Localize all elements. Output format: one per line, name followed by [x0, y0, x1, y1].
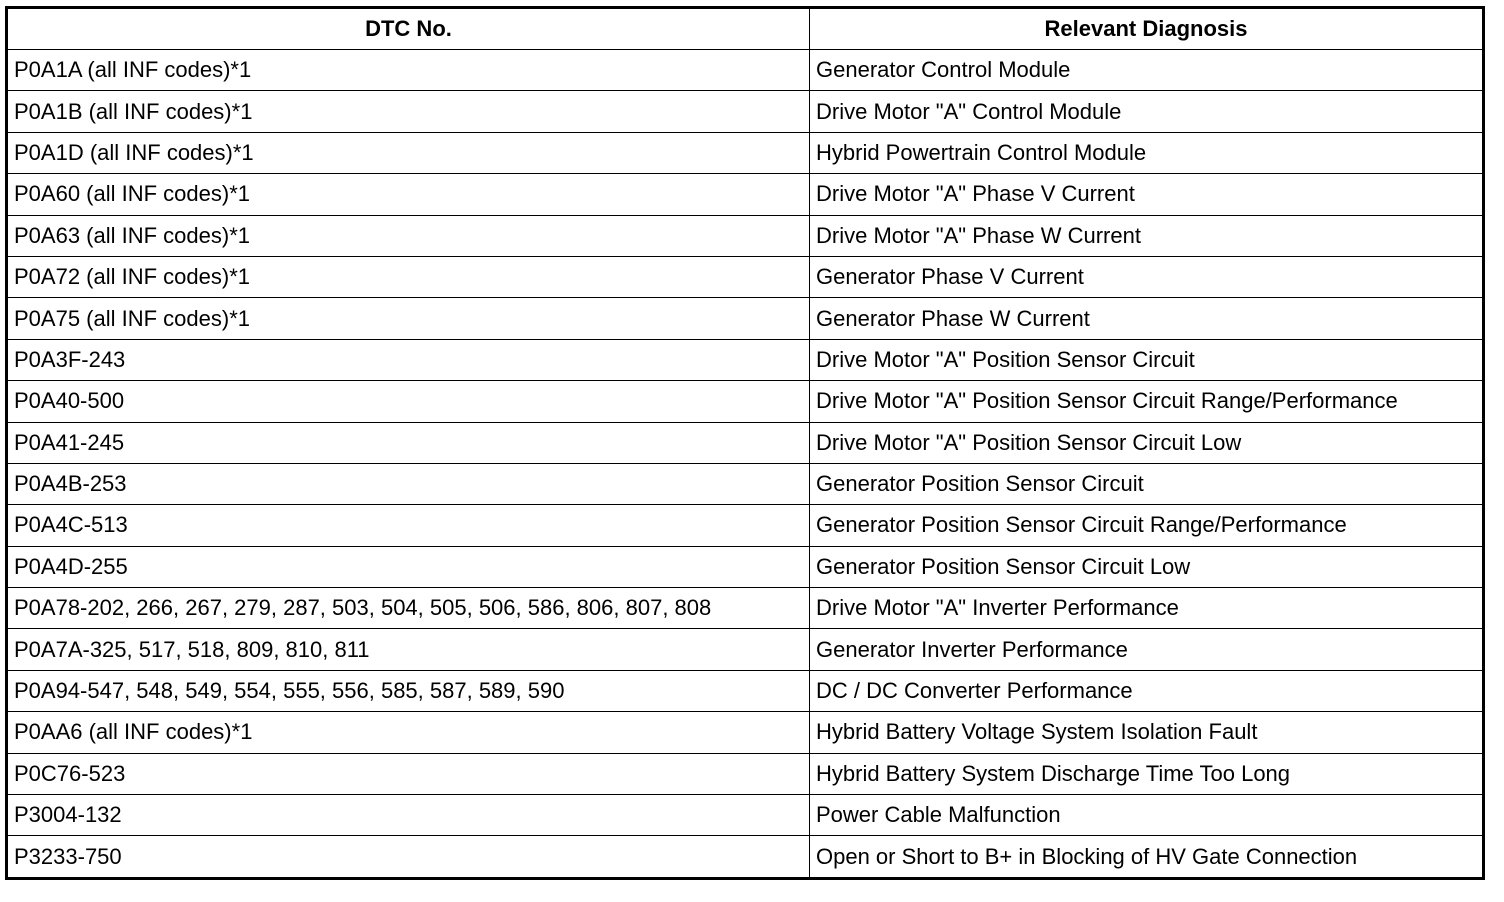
diagnosis-cell: Drive Motor "A" Phase W Current — [810, 215, 1484, 256]
diagnosis-cell: Drive Motor "A" Position Sensor Circuit — [810, 339, 1484, 380]
diagnosis-cell: Drive Motor "A" Control Module — [810, 91, 1484, 132]
dtc-cell: P0C76-523 — [7, 753, 810, 794]
dtc-cell: P0A1B (all INF codes)*1 — [7, 91, 810, 132]
dtc-cell: P0A7A-325, 517, 518, 809, 810, 811 — [7, 629, 810, 670]
diagnosis-cell: Generator Position Sensor Circuit — [810, 463, 1484, 504]
diagnosis-cell: Drive Motor "A" Phase V Current — [810, 174, 1484, 215]
table-row — [7, 836, 1484, 878]
dtc-cell: P0A40-500 — [7, 381, 810, 422]
diagnosis-cell: Generator Inverter Performance — [810, 629, 1484, 670]
table-row — [7, 132, 1484, 173]
header-relevant-diagnosis: Relevant Diagnosis — [810, 8, 1484, 50]
table-row — [7, 505, 1484, 546]
dtc-cell: P0A75 (all INF codes)*1 — [7, 298, 810, 339]
dtc-cell: P0A3F-243 — [7, 339, 810, 380]
table-row — [7, 91, 1484, 132]
table-row — [7, 670, 1484, 711]
table-row — [7, 256, 1484, 297]
dtc-cell: P0A4C-513 — [7, 505, 810, 546]
diagnosis-cell: Generator Phase V Current — [810, 256, 1484, 297]
diagnosis-cell: Generator Position Sensor Circuit Low — [810, 546, 1484, 587]
dtc-cell: P0A1A (all INF codes)*1 — [7, 50, 810, 91]
table-row — [7, 629, 1484, 670]
dtc-cell: P0A78-202, 266, 267, 279, 287, 503, 504, 505, 506, 586, 806, 807, 808 — [7, 588, 810, 629]
dtc-cell: P0AA6 (all INF codes)*1 — [7, 712, 810, 753]
table-row — [7, 712, 1484, 753]
diagnosis-cell: Drive Motor "A" Inverter Performance — [810, 588, 1484, 629]
dtc-cell: P0A4B-253 — [7, 463, 810, 504]
diagnosis-cell: Generator Phase W Current — [810, 298, 1484, 339]
table-row — [7, 463, 1484, 504]
dtc-cell: P3233-750 — [7, 836, 810, 878]
dtc-cell: P0A60 (all INF codes)*1 — [7, 174, 810, 215]
table-row — [7, 174, 1484, 215]
dtc-diagnosis-table — [5, 6, 1485, 880]
header-dtc-no: DTC No. — [7, 8, 810, 50]
diagnosis-cell: Hybrid Battery Voltage System Isolation Fault — [810, 712, 1484, 753]
diagnosis-cell: Generator Position Sensor Circuit Range/Performance — [810, 505, 1484, 546]
header-row — [7, 8, 1484, 50]
dtc-cell: P0A94-547, 548, 549, 554, 555, 556, 585, 587, 589, 590 — [7, 670, 810, 711]
diagnosis-cell: DC / DC Converter Performance — [810, 670, 1484, 711]
diagnosis-cell: Hybrid Battery System Discharge Time Too Long — [810, 753, 1484, 794]
dtc-cell: P3004-132 — [7, 795, 810, 836]
dtc-cell: P0A1D (all INF codes)*1 — [7, 132, 810, 173]
diagnosis-cell: Drive Motor "A" Position Sensor Circuit Low — [810, 422, 1484, 463]
table-body — [7, 50, 1484, 879]
diagnosis-cell: Power Cable Malfunction — [810, 795, 1484, 836]
table-row — [7, 298, 1484, 339]
table-row — [7, 422, 1484, 463]
table-row — [7, 381, 1484, 422]
table-row — [7, 546, 1484, 587]
diagnosis-cell: Hybrid Powertrain Control Module — [810, 132, 1484, 173]
dtc-cell: P0A41-245 — [7, 422, 810, 463]
diagnosis-cell: Open or Short to B+ in Blocking of HV Gate Connection — [810, 836, 1484, 878]
dtc-cell: P0A72 (all INF codes)*1 — [7, 256, 810, 297]
table-row — [7, 795, 1484, 836]
table-row — [7, 588, 1484, 629]
dtc-cell: P0A63 (all INF codes)*1 — [7, 215, 810, 256]
table-row — [7, 753, 1484, 794]
table-row — [7, 215, 1484, 256]
table-row — [7, 339, 1484, 380]
diagnosis-cell: Drive Motor "A" Position Sensor Circuit Range/Performance — [810, 381, 1484, 422]
dtc-cell: P0A4D-255 — [7, 546, 810, 587]
diagnosis-cell: Generator Control Module — [810, 50, 1484, 91]
table-row — [7, 50, 1484, 91]
